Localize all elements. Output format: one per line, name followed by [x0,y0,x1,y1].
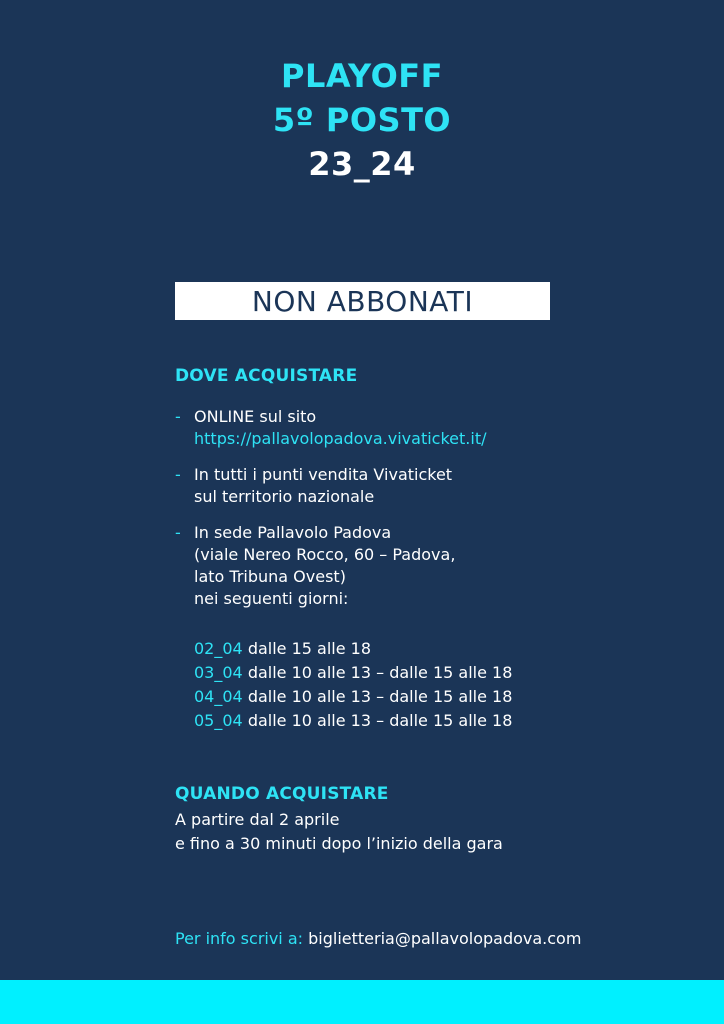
title-posto: 5º POSTO [272,101,452,139]
schedule-hours: dalle 10 alle 13 – dalle 15 alle 18 [247,663,513,682]
vivaticket-points-line-1: In tutti i punti vendita Vivaticket [194,465,453,484]
quando-line-2: e fino a 30 minuti dopo l’inizio della gara [175,834,503,853]
online-label: ONLINE sul sito [194,407,317,426]
schedule-hours: dalle 15 alle 18 [247,639,372,658]
contact-label: Per info scrivi a: [175,929,304,948]
quando-acquistare-text [175,808,503,856]
schedule-row [194,661,512,685]
schedule-date: 03_04 [194,663,243,682]
schedule-date: 05_04 [194,711,243,730]
list-item-vivaticket-points [175,464,675,508]
schedule-row [194,637,512,661]
schedule-date: 02_04 [194,639,243,658]
quando-line-1: A partire dal 2 aprile [175,810,340,829]
dash-marker: - [175,407,181,426]
footer-bar [0,980,724,1024]
sede-line-3: lato Tribuna Ovest) [194,567,346,586]
contact-info [175,928,581,950]
schedule-hours: dalle 10 alle 13 – dalle 15 alle 18 [247,687,513,706]
dash-marker: - [175,465,181,484]
sede-line-1: In sede Pallavolo Padova [194,523,392,542]
list-item-online [175,406,675,450]
schedule-row [194,709,512,733]
purchase-locations-list [175,406,675,624]
sede-line-2: (viale Nereo Rocco, 60 – Padova, [194,545,456,564]
title-playoff: PLAYOFF [281,57,443,95]
schedule-date: 04_04 [194,687,243,706]
page-title [0,54,724,186]
schedule-hours: dalle 10 alle 13 – dalle 15 alle 18 [247,711,513,730]
vivaticket-points-line-2: sul territorio nazionale [194,487,375,506]
quando-acquistare-heading: QUANDO ACQUISTARE [175,784,389,804]
vivaticket-link[interactable]: https://pallavolopadova.vivaticket.it/ [194,429,487,448]
non-abbonati-banner: NON ABBONATI [175,282,550,320]
opening-schedule [194,637,512,733]
sede-line-4: nei seguenti giorni: [194,589,349,608]
dash-marker: - [175,523,181,542]
list-item-sede [175,522,675,610]
schedule-row [194,685,512,709]
contact-email[interactable]: biglietteria@pallavolopadova.com [308,929,582,948]
dove-acquistare-heading: DOVE ACQUISTARE [175,366,358,386]
title-season: 23_24 [308,145,416,183]
